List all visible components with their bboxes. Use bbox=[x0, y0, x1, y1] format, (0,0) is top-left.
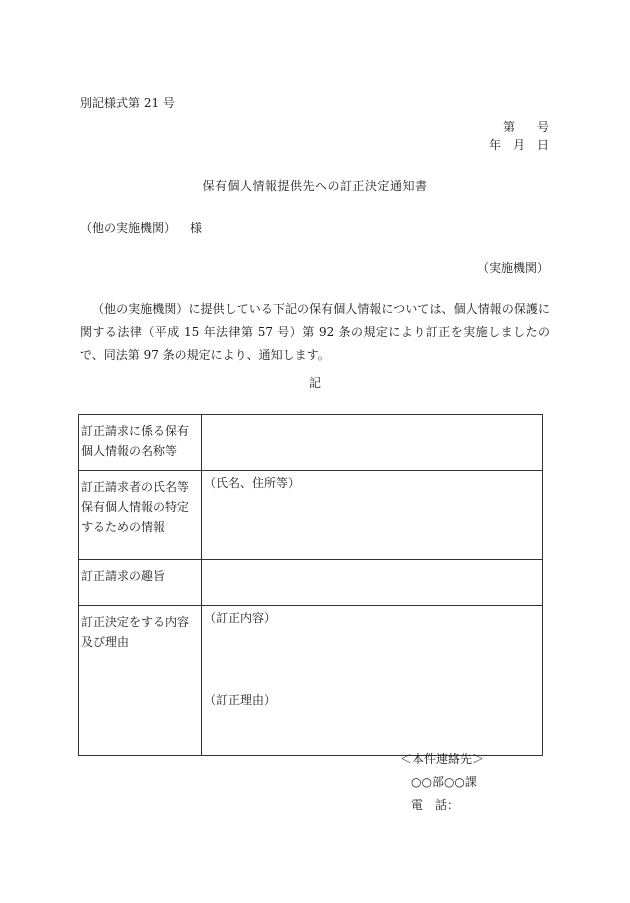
contact-heading: ＜本件連絡先＞ bbox=[400, 752, 485, 766]
table-row bbox=[79, 415, 543, 471]
document-number bbox=[503, 121, 549, 133]
form-number: 別記様式第 21 号 bbox=[80, 96, 175, 110]
correction-content-label: （訂正内容） bbox=[204, 611, 277, 625]
doc-no-suffix: 号 bbox=[536, 120, 549, 134]
contact-department: ○○部○○課 bbox=[411, 775, 477, 789]
row-value: （氏名、住所等） bbox=[202, 471, 543, 560]
row-value bbox=[202, 560, 543, 606]
table-row bbox=[79, 560, 543, 606]
phone-label-2: 話： bbox=[435, 798, 460, 812]
row-label: 訂正請求の趣旨 bbox=[79, 560, 202, 606]
date-day: 日 bbox=[536, 138, 549, 152]
row-label: 訂正請求に係る保有個人情報の名称等 bbox=[79, 415, 202, 471]
date-year: 年 bbox=[488, 138, 501, 152]
contact-phone bbox=[411, 799, 459, 811]
addressee-honorific: 様 bbox=[190, 221, 203, 235]
correction-reason-label: （訂正理由） bbox=[204, 693, 277, 707]
doc-no-prefix: 第 bbox=[502, 120, 515, 134]
row-value bbox=[202, 415, 543, 471]
row-label: 訂正決定をする内容及び理由 bbox=[79, 606, 202, 756]
sender-agency: （実施機関） bbox=[476, 261, 549, 275]
date-month: 月 bbox=[512, 138, 525, 152]
addressee-name: （他の実施機関） bbox=[80, 221, 177, 235]
row-label: 訂正請求者の氏名等保有個人情報の特定するための情報 bbox=[79, 471, 202, 560]
table-row bbox=[79, 606, 543, 756]
phone-label: 電 bbox=[411, 798, 424, 812]
document-date bbox=[489, 139, 549, 151]
row-value-group bbox=[202, 606, 543, 756]
table-row bbox=[79, 471, 543, 560]
information-table bbox=[78, 414, 543, 756]
addressee bbox=[80, 222, 202, 234]
document-title: 保有個人情報提供先への訂正決定通知書 bbox=[202, 179, 428, 193]
ki-heading: 記 bbox=[308, 376, 321, 390]
body-paragraph: （他の実施機関）に提供している下記の保有個人情報については、個人情報の保護に関する法律（平成 15 年法律第 57 号）第 92 条の規定により訂正を実施しましたので、同法第 97 条の規定により、通知します。 bbox=[80, 302, 550, 362]
